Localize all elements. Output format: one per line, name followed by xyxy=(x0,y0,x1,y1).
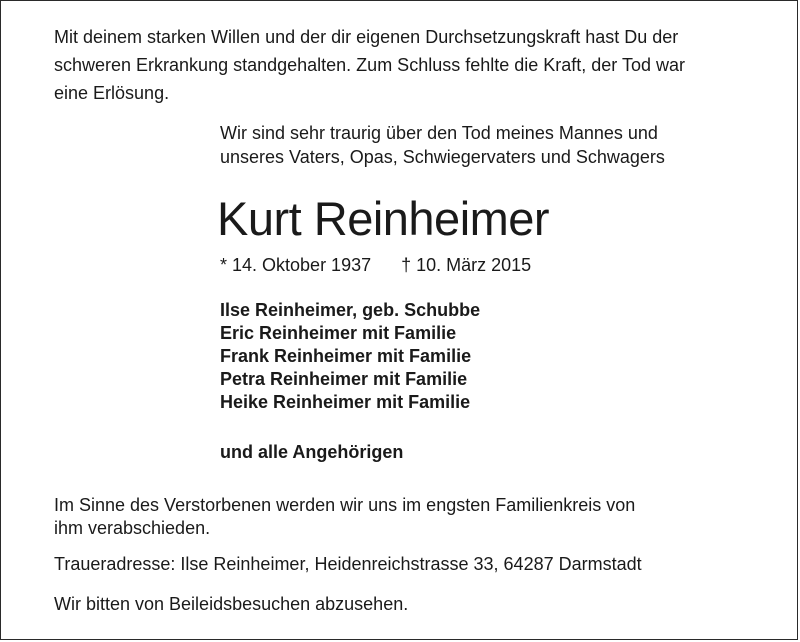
farewell-line: Im Sinne des Verstorbenen werden wir uns im engsten Familienkreis von xyxy=(54,495,636,515)
birth-date: * 14. Oktober 1937 xyxy=(220,255,372,275)
farewell-line: ihm verabschieden. xyxy=(54,518,211,538)
mourners-list xyxy=(220,299,480,414)
mourner-name: Heike Reinheimer mit Familie xyxy=(220,392,471,412)
life-dates xyxy=(220,252,531,278)
relatives-line: und alle Angehörigen xyxy=(220,442,404,462)
intro-line: Mit deinem starken Willen und der dir eigenen Durchsetzungskraft hast Du der xyxy=(54,27,679,47)
mourner-name: Eric Reinheimer mit Familie xyxy=(220,323,457,343)
farewell-text xyxy=(54,494,635,540)
mourner-name: Frank Reinheimer mit Familie xyxy=(220,346,472,366)
mourner-name: Ilse Reinheimer, geb. Schubbe xyxy=(220,300,481,320)
intro-line: schweren Erkrankung standgehalten. Zum Schluss fehlte die Kraft, der Tod war xyxy=(54,55,686,75)
sorrow-text xyxy=(220,121,665,169)
sorrow-line: unseres Vaters, Opas, Schwiegervaters und Schwagers xyxy=(220,147,665,167)
mourner-name: Petra Reinheimer mit Familie xyxy=(220,369,468,389)
mourning-address: Traueradresse: Ilse Reinheimer, Heidenreichstrasse 33, 64287 Darmstadt xyxy=(54,554,642,574)
intro-line: eine Erlösung. xyxy=(54,83,170,103)
deceased-name: Kurt Reinheimer xyxy=(217,192,550,245)
condolence-note: Wir bitten von Beileidsbesuchen abzusehen. xyxy=(54,594,409,614)
sorrow-line: Wir sind sehr traurig über den Tod meines Mannes und xyxy=(220,123,658,143)
death-date: † 10. März 2015 xyxy=(401,255,532,275)
intro-text xyxy=(54,23,685,107)
